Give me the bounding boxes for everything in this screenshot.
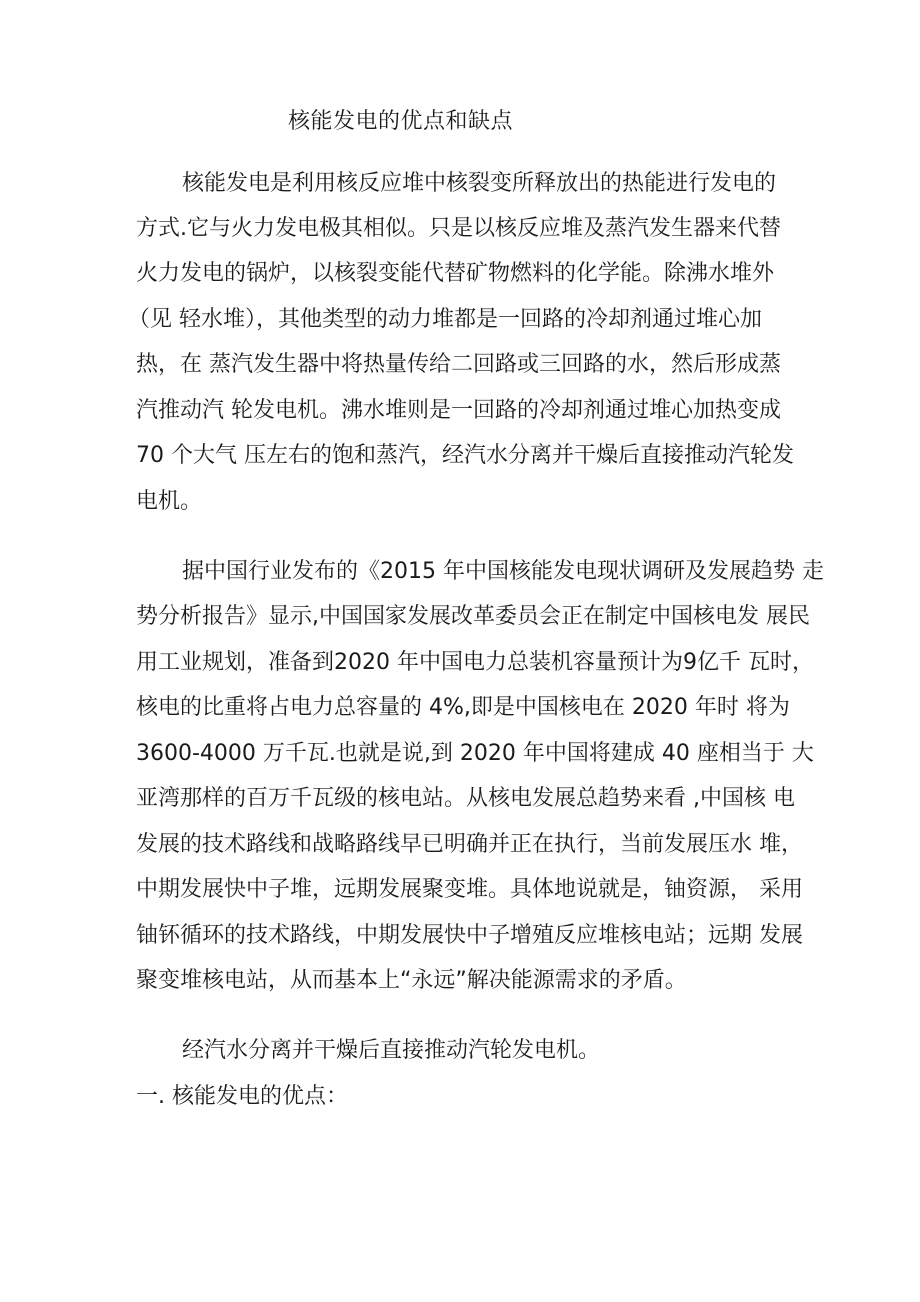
paragraph-line: 汽推动汽 轮发电机。沸水堆则是一回路的冷却剂通过堆心加热变成: [136, 398, 781, 423]
paragraph-line: （见 轻水堆），其他类型的动力堆都是一回路的冷却剂通过堆心加: [128, 307, 762, 332]
paragraph-line: 发展的技术路线和战略路线早已明确并正在执行，当前发展压水 堆，: [136, 832, 803, 857]
document-title: 核能发电的优点和缺点: [288, 109, 514, 134]
paragraph-line: 热，在 蒸汽发生器中将热量传给二回路或三回路的水，然后形成蒸: [136, 352, 781, 377]
section-heading-advantages: 一. 核能发电的优点：: [136, 1084, 348, 1109]
paragraph-line: 中期发展快中子堆，远期发展聚变堆。具体地说就是，铀资源， 采用: [136, 877, 803, 902]
paragraph-line: 用工业规划，准备到2020 年中国电力总装机容量预计为9亿千 瓦时，: [136, 650, 814, 675]
paragraph-line: 3600-4000 万千瓦.也就是说,到 2020 年中国将建成 40 座相当于 大: [136, 741, 814, 766]
paragraph-line: 火力发电的锅炉，以核裂变能代替矿物燃料的化学能。除沸水堆外: [136, 261, 775, 286]
paragraph-line: 方式.它与火力发电极其相似。只是以核反应堆及蒸汽发生器来代替: [136, 216, 781, 241]
paragraph-line: 铀钚循环的技术路线，中期发展快中子增殖反应堆核电站；远期 发展: [136, 923, 803, 948]
paragraph-line: 核能发电是利用核反应堆中核裂变所释放出的热能进行发电的: [182, 171, 777, 196]
paragraph-line: 势分析报告》显示,中国国家发展改革委员会正在制定中国核电发 展民: [136, 604, 810, 629]
paragraph-line: 亚湾那样的百万千瓦级的核电站。从核电发展总趋势来看 ,中国核 电: [136, 786, 795, 811]
paragraph-line: 70 个大气 压左右的饱和蒸汽，经汽水分离并干燥后直接推动汽轮发: [136, 443, 794, 468]
paragraph-line: 电机。: [136, 489, 203, 514]
paragraph-line: 聚变堆核电站，从而基本上“永远”解决能源需求的矛盾。: [136, 968, 687, 993]
paragraph-line: 据中国行业发布的《2015 年中国核能发电现状调研及发展趋势 走: [182, 559, 824, 584]
paragraph-summary: 经汽水分离并干燥后直接推动汽轮发电机。: [182, 1038, 601, 1063]
paragraph-line: 核电的比重将占电力总容量的 4%,即是中国核电在 2020 年时 将为: [136, 695, 790, 720]
